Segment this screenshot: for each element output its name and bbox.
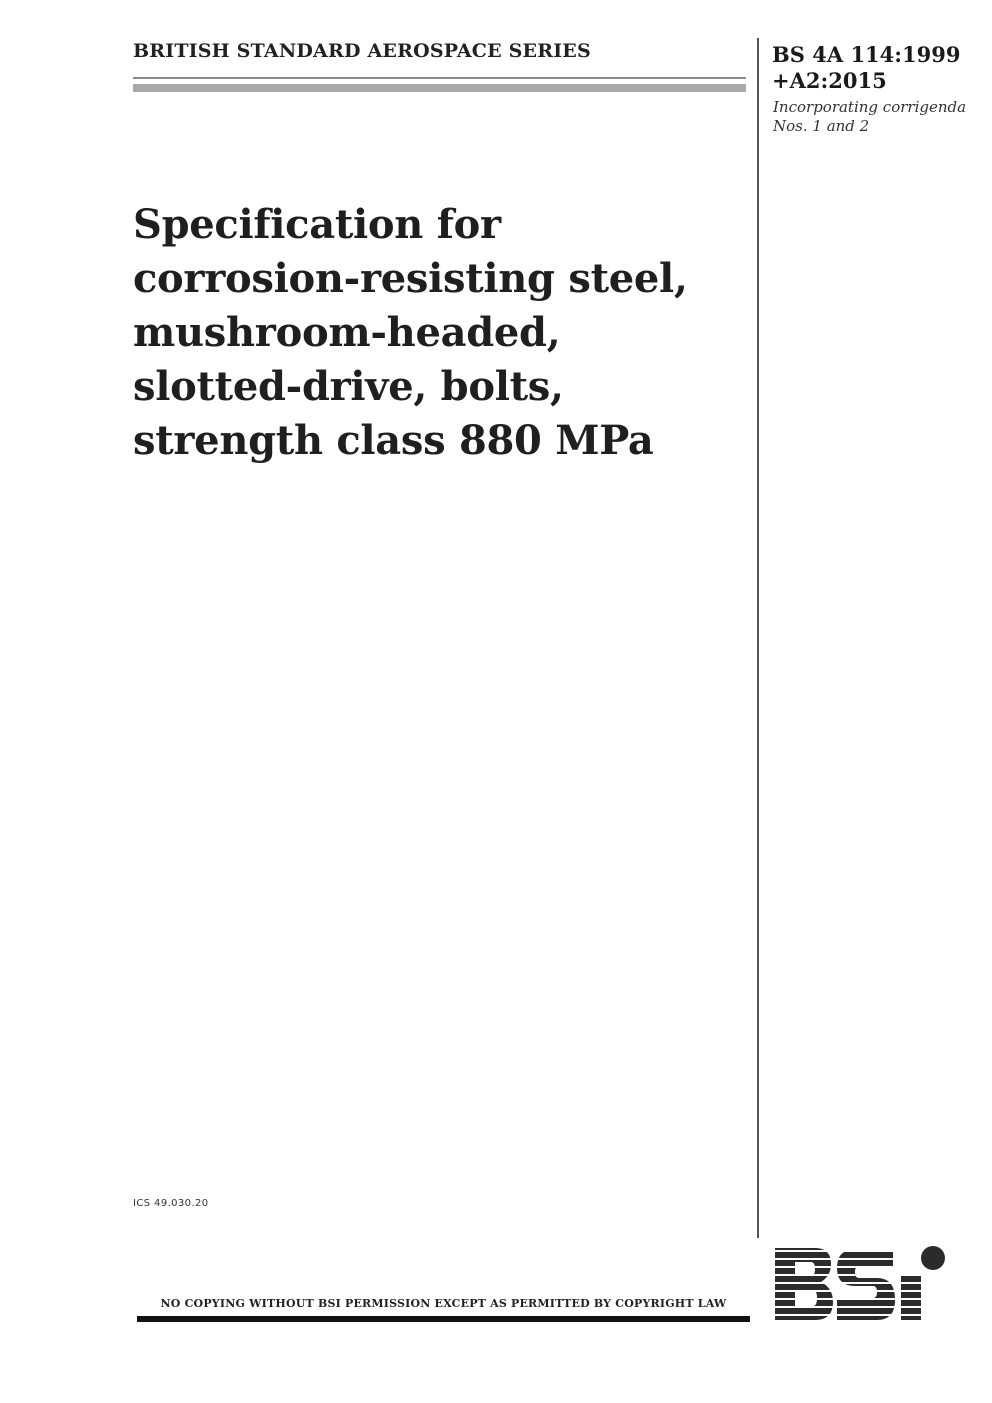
corrigenda-note: Incorporating corrigenda Nos. 1 and 2 — [773, 98, 967, 135]
title-line: corrosion-resisting steel, — [133, 255, 688, 302]
bsi-logo — [773, 1244, 949, 1324]
standard-number: BS 4A 114:1999 — [772, 42, 961, 67]
ics-code: ICS 49.030.20 — [133, 1198, 209, 1209]
footer-rule — [137, 1316, 750, 1322]
header-thick-rule — [133, 84, 746, 92]
title-line: mushroom-headed, — [133, 309, 561, 356]
title-line: Specification for — [133, 201, 501, 248]
vertical-divider — [757, 38, 759, 1238]
amendment-number: +A2:2015 — [772, 68, 887, 93]
title-line: slotted-drive, bolts, — [133, 363, 564, 410]
copyright-notice: NO COPYING WITHOUT BSI PERMISSION EXCEPT AS PERMITTED BY COPYRIGHT LAW — [160, 1297, 727, 1310]
series-title: BRITISH STANDARD AEROSPACE SERIES — [133, 40, 591, 62]
bsi-logo-graphic — [773, 1244, 949, 1324]
title-line: strength class 880 MPa — [133, 417, 654, 464]
header-thin-rule — [133, 77, 746, 79]
standard-number-block — [772, 42, 960, 94]
document-title — [133, 198, 743, 468]
